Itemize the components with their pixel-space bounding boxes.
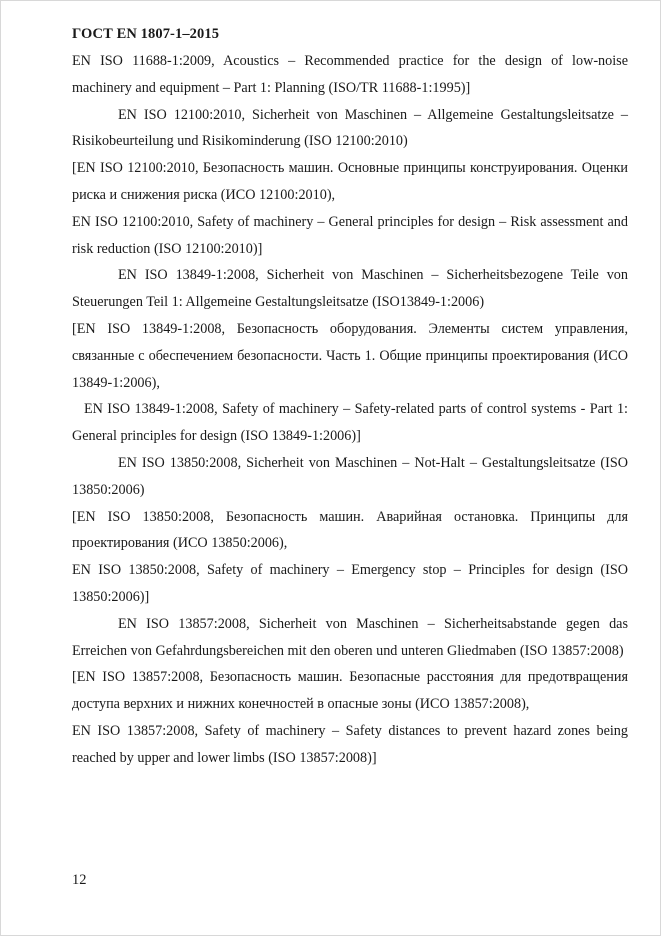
paragraph: EN ISO 13850:2008, Safety of machinery – Emergency stop – Principles for design (ISO 13850:2006)] <box>72 562 628 605</box>
paragraph: [EN ISO 13857:2008, Безопасность машин. Безопасные расстояния для предотвращения доступа верхних и нижних конечностей в опасные зоны (ИСО 13857:2008), <box>72 669 628 713</box>
paragraph: EN ISO 13849-1:2008, Sicherheit von Maschinen – Sicherheitsbezogene Teile von Steuerungen Teil 1: Allgemeine Gestaltungsleitsatze (ISO13849-1:2006) <box>72 267 628 311</box>
paragraph: EN ISO 13850:2008, Sicherheit von Maschinen – Not-Halt – Gestaltungsleitsatze (ISO 13850:2006) <box>72 454 628 498</box>
paragraph: [EN ISO 13850:2008, Безопасность машин. Аварийная остановка. Принципы для проектирования (ИСО 13850:2006), <box>72 508 628 552</box>
paragraph: EN ISO 12100:2010, Sicherheit von Maschinen – Allgemeine Gestaltungsleitsatze – Risikobeurteilung und Risikominderung (ISO 12100:2010) <box>72 106 628 150</box>
document-body <box>72 48 628 772</box>
paragraph: EN ISO 13857:2008, Sicherheit von Maschinen – Sicherheitsabstande gegen das Erreichen von Gefahrdungsbereichen mit den oberen und unteren Gliedmaben (ISO 13857:2008) <box>72 615 628 659</box>
paragraph: [EN ISO 13849-1:2008, Безопасность оборудования. Элементы систем управления, связанные с обеспечением безопасности. Часть 1. Общие принципы проектирования (ИСО 13849-1:2006), <box>72 320 628 391</box>
paragraph: EN ISO 11688-1:2009, Acoustics – Recommended practice for the design of low-noise machinery and equipment – Part 1: Planning (ISO/TR 11688-1:1995)] <box>72 53 628 96</box>
document-header: ГОСТ EN 1807-1–2015 <box>72 26 220 42</box>
paragraph: [EN ISO 12100:2010, Безопасность машин. Основные принципы конструирования. Оценки риска и снижения риска (ИСО 12100:2010), <box>72 160 628 203</box>
paragraph: EN ISO 13849-1:2008, Safety of machinery – Safety-related parts of control systems - Part 1: General principles for design (ISO 13849-1:2006)] <box>72 401 628 445</box>
paragraph: EN ISO 13857:2008, Safety of machinery – Safety distances to prevent hazard zones being reached by upper and lower limbs (ISO 13857:2008)] <box>72 722 628 766</box>
paragraph: EN ISO 12100:2010, Safety of machinery – General principles for design – Risk assessment and risk reduction (ISO 12100:2010)] <box>72 213 628 257</box>
page-number: 12 <box>72 872 87 888</box>
